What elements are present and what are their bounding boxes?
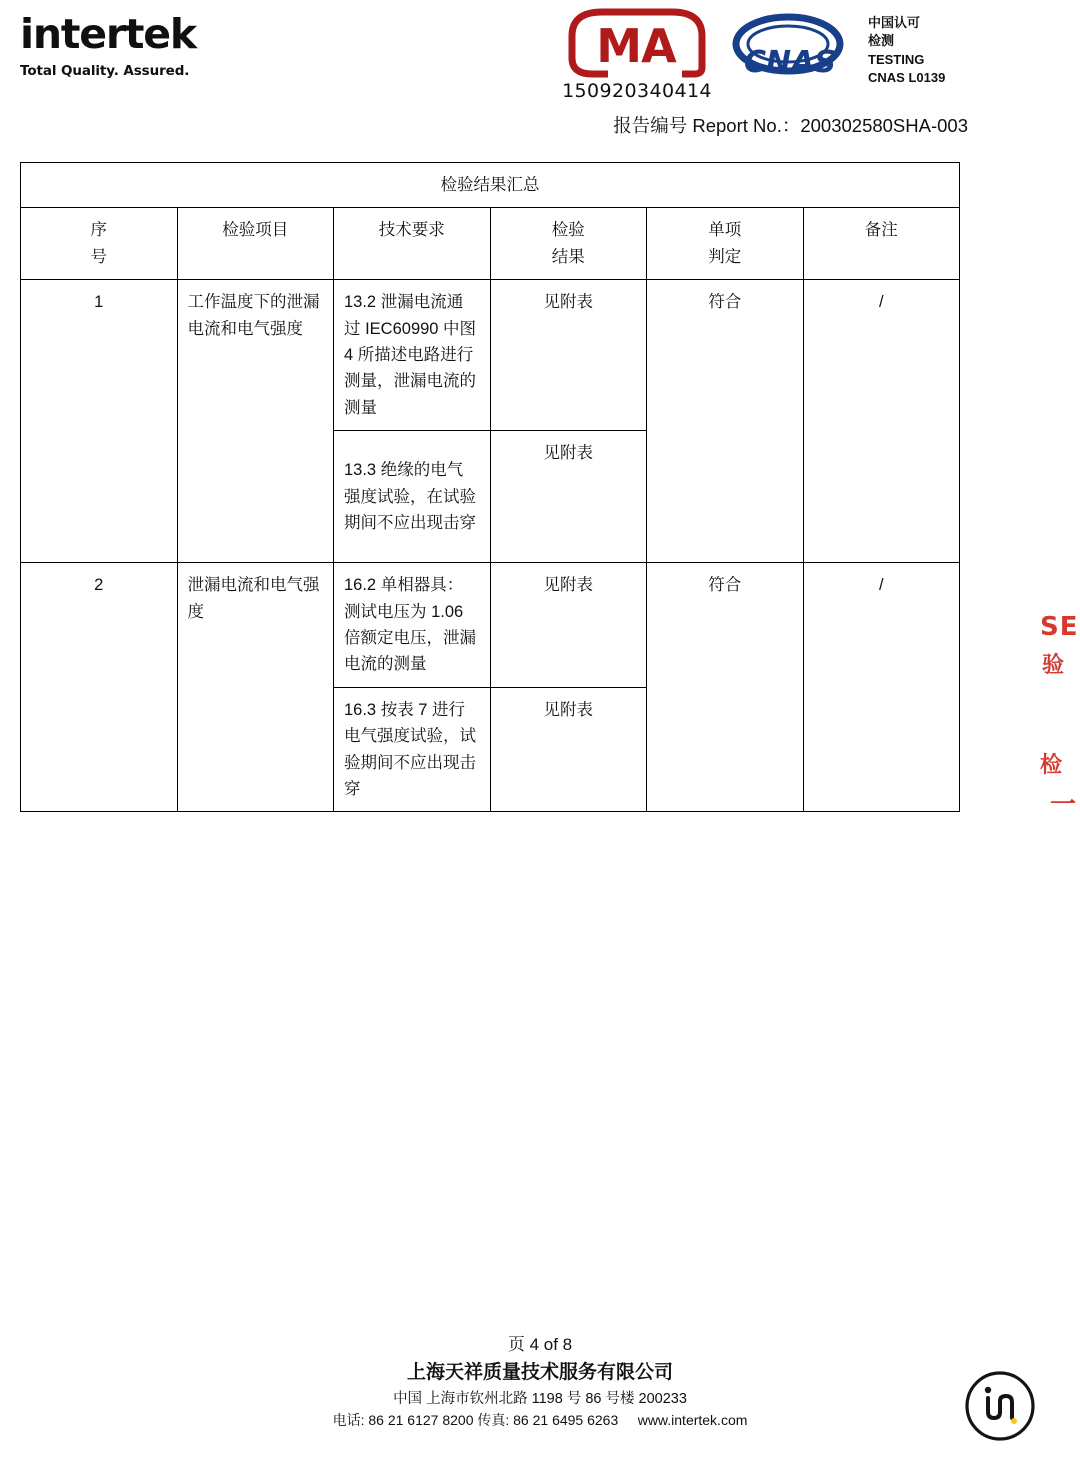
row-requirement: 13.2 泄漏电流通过 IEC60990 中图 4 所描述电路进行测量，泄漏电流的测量 xyxy=(334,280,491,431)
row-result: 见附表 xyxy=(490,431,647,563)
stamp-line-2: 验 xyxy=(1042,652,1065,677)
footer-address: 中国 上海市钦州北路 1198 号 86 号楼 200233 xyxy=(393,1391,687,1407)
column-header-result-line1: 检验 xyxy=(551,221,585,240)
brand-tagline: Total Quality. Assured. xyxy=(20,63,190,79)
row-item: 工作温度下的泄漏电流和电气强度 xyxy=(177,280,334,563)
column-header-index-line1: 序 xyxy=(90,221,107,240)
cma-icon xyxy=(562,6,712,78)
column-header-index-line2: 号 xyxy=(90,247,107,266)
column-header-remark: 备注 xyxy=(803,208,960,280)
stamp-line-3: 检 xyxy=(1040,752,1063,777)
cnas-line-2: 检测 xyxy=(868,33,895,49)
row-index: 2 xyxy=(21,563,178,812)
footer-company-name: 上海天祥质量技术服务有限公司 xyxy=(406,1362,673,1383)
cma-mark-block xyxy=(552,6,722,102)
table-row xyxy=(21,280,960,431)
row-item: 泄漏电流和电气强度 xyxy=(177,563,334,812)
cnas-line-1: 中国认可 xyxy=(868,15,921,30)
report-number: 报告编号 Report No.：200302580SHA-003 xyxy=(613,115,968,136)
cnas-icon xyxy=(728,10,858,90)
page-header xyxy=(0,0,1080,150)
page-footer xyxy=(0,1330,1080,1430)
results-table-container xyxy=(20,162,1063,812)
column-header-judgement xyxy=(647,208,804,280)
table-title: 检验结果汇总 xyxy=(21,163,960,208)
brand-name: intertek xyxy=(20,10,196,58)
cma-certificate-number: 150920340414 xyxy=(562,80,712,102)
row-result: 见附表 xyxy=(490,563,647,688)
intertek-circle-icon xyxy=(962,1368,1038,1444)
column-header-result xyxy=(490,208,647,280)
column-header-judgement-line2: 判定 xyxy=(708,247,742,266)
row-judgement: 符合 xyxy=(647,563,804,812)
table-header-row xyxy=(21,208,960,280)
column-header-item: 检验项目 xyxy=(177,208,334,280)
row-judgement: 符合 xyxy=(647,280,804,563)
column-header-result-line2: 结果 xyxy=(551,247,585,266)
row-index: 1 xyxy=(21,280,178,563)
table-row xyxy=(21,563,960,688)
row-result: 见附表 xyxy=(490,687,647,812)
stamp-line-1: SE xyxy=(1040,612,1079,642)
row-requirement: 16.2 单相器具：测试电压为 1.06 倍额定电压，泄漏电流的测量 xyxy=(334,563,491,688)
page-number: 页 4 of 8 xyxy=(507,1335,573,1354)
row-requirement: 13.3 绝缘的电气强度试验，在试验期间不应出现击穿 xyxy=(334,431,491,563)
table-title-row xyxy=(21,163,960,208)
intertek-logo xyxy=(20,10,196,79)
column-header-index xyxy=(21,208,178,280)
column-header-judgement-line1: 单项 xyxy=(708,221,742,240)
cnas-accreditation-text xyxy=(868,14,945,88)
svg-text:MA: MA xyxy=(596,19,676,73)
svg-text:CNAS: CNAS xyxy=(744,45,836,80)
row-remark: / xyxy=(803,563,960,812)
results-table xyxy=(20,162,960,812)
cnas-line-3: TESTING xyxy=(868,51,925,67)
row-requirement: 16.3 按表 7 进行电气强度试验，试验期间不应出现击穿 xyxy=(334,687,491,812)
stamp-line-4: 一 xyxy=(1050,789,1077,819)
footer-website[interactable]: www.intertek.com xyxy=(637,1412,748,1428)
footer-phone-fax: 电话: 86 21 6127 8200 传真: 86 21 6495 6263 xyxy=(332,1412,619,1428)
column-header-requirement: 技术要求 xyxy=(334,208,491,280)
footer-contact xyxy=(0,1410,1080,1430)
row-result: 见附表 xyxy=(490,280,647,431)
cnas-line-4: CNAS L0139 xyxy=(868,70,946,86)
row-remark: / xyxy=(803,280,960,563)
